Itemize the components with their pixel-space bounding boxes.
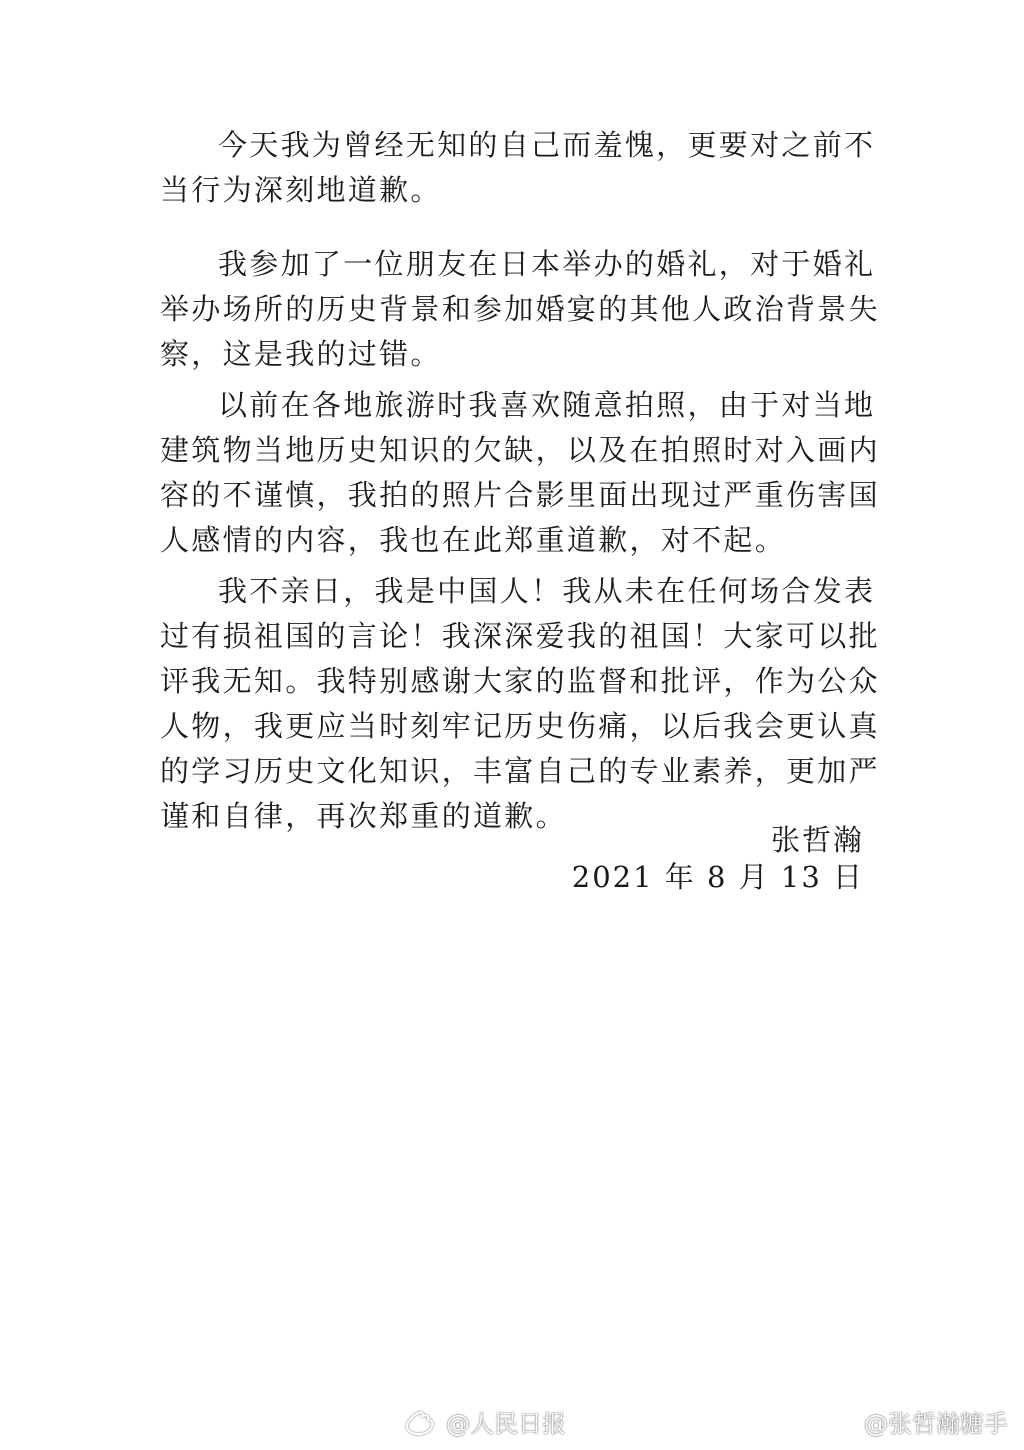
weibo-icon xyxy=(404,1406,442,1438)
paragraph-1: 今天我为曾经无知的自己而羞愧，更要对之前不当行为深刻地道歉。 xyxy=(160,128,876,207)
watermark-left-text: @人民日报 xyxy=(446,1410,566,1438)
watermark-right xyxy=(822,1404,1008,1439)
weibo-icon xyxy=(822,1406,860,1438)
signature: 张哲瀚 xyxy=(770,823,864,857)
watermark-left xyxy=(404,1404,566,1439)
letter-date: 2021 年 8 月 13 日 xyxy=(571,860,864,894)
paragraph-3: 以前在各地旅游时我喜欢随意拍照，由于对当地建筑物当地历史知识的欠缺，以及在拍照时对入画内容的不谨慎，我拍的照片合影里面出现过严重伤害国人感情的内容，我也在此郑重道歉，对不起。 xyxy=(160,388,880,557)
paragraph-2: 我参加了一位朋友在日本举办的婚礼，对于婚礼举办场所的历史背景和参加婚宴的其他人政治背景失察，这是我的过错。 xyxy=(160,247,880,371)
watermark-right-text: @张哲瀚糖手 xyxy=(864,1410,1008,1438)
paragraph-4: 我不亲日，我是中国人！我从未在任何场合发表过有损祖国的言论！我深深爱我的祖国！大家可以批评我无知。我特别感谢大家的监督和批评，作为公众人物，我更应当时刻牢记历史伤痛，以后我会更认真的学习历史文化知识，丰富自己的专业素养，更加严谨和自律，再次郑重的道歉。 xyxy=(160,574,880,833)
